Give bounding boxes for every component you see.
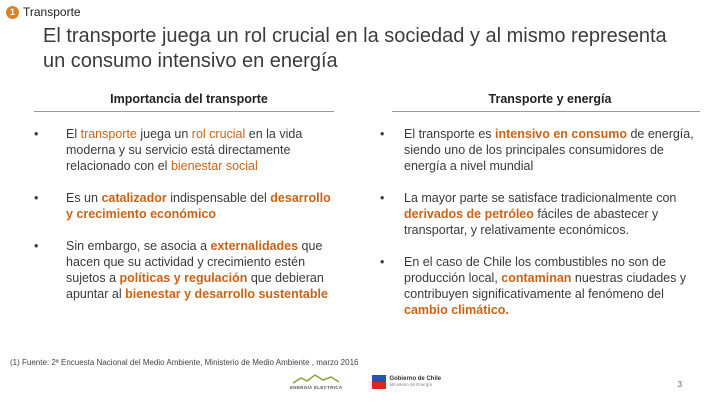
bullet-text	[66, 190, 334, 222]
bullet-item	[380, 126, 700, 174]
left-heading: Importancia del transporte	[110, 92, 268, 106]
right-heading-rule	[392, 111, 700, 112]
text-run: de energía, siendo uno de los principales consumidores de energía a nivel mundial	[404, 127, 694, 173]
highlighted-phrase: políticas y regulación	[119, 271, 248, 285]
energia-electrica-logo	[290, 374, 342, 390]
left-heading-rule	[34, 111, 334, 112]
gobierno-logo-ministry: Ministerio de Energía	[389, 382, 432, 387]
highlighted-phrase: externalidades	[210, 239, 299, 253]
bullet-text	[66, 238, 334, 302]
bullet-item	[34, 190, 334, 222]
right-bullet-list	[380, 126, 700, 318]
bullet-item	[34, 126, 334, 174]
highlighted-phrase: rol crucial	[191, 127, 246, 141]
left-column	[34, 92, 334, 318]
section-tag	[6, 5, 81, 19]
text-run: nuestras ciudades y contribuyen significativamente al fenómeno del	[404, 271, 687, 301]
bullet-text	[404, 254, 700, 318]
energia-logo-icon	[293, 374, 339, 384]
text-run: indispensable del	[166, 191, 271, 205]
text-run: Sin embargo, se asocia a	[66, 239, 211, 253]
text-run: que hacen que su actividad y crecimiento estén sujetos a	[66, 239, 323, 285]
energia-logo-text: ENERGÍA ELÉCTRICA	[290, 385, 343, 390]
highlighted-phrase: contaminan	[501, 271, 572, 285]
highlighted-phrase: bienestar y desarrollo sustentable	[125, 287, 328, 301]
highlighted-phrase: cambio climático.	[404, 303, 509, 317]
bullet-icon: •	[380, 191, 385, 205]
text-run: En el caso de Chile los combustibles no son de producción local,	[404, 255, 666, 285]
text-run: juega un	[136, 127, 192, 141]
page-number: 3	[677, 380, 682, 389]
footer-logos	[290, 374, 441, 390]
text-run: fáciles de abastecer y transportar, y relativamente económicos.	[404, 207, 659, 237]
highlighted-phrase: desarrollo y crecimiento económico	[66, 191, 331, 221]
highlighted-phrase: catalizador	[101, 191, 167, 205]
gobierno-logo	[372, 375, 441, 389]
text-run: La mayor parte se satisface tradicionalmente con	[404, 191, 677, 205]
bullet-text	[66, 126, 334, 174]
highlighted-phrase: transporte	[80, 127, 137, 141]
highlighted-phrase: intensivo en consumo	[495, 127, 627, 141]
bullet-item	[380, 190, 700, 238]
bullet-item	[34, 238, 334, 302]
bullet-icon: •	[34, 191, 39, 205]
text-run: El transporte es	[404, 127, 496, 141]
footnote: (1) Fuente: 2ª Encuesta Nacional del Medio Ambiente, Ministerio de Medio Ambiente , marzo 2016	[10, 358, 359, 367]
bullet-item	[380, 254, 700, 318]
text-run: Es un	[66, 191, 102, 205]
right-column	[380, 92, 700, 334]
bullet-icon: •	[380, 255, 385, 269]
bullet-text	[404, 190, 700, 238]
gobierno-logo-name: Gobierno de Chile	[389, 376, 442, 382]
section-number-badge: 1	[6, 6, 19, 19]
bullet-icon: •	[34, 239, 39, 253]
slide-title: El transporte juega un rol crucial en la sociedad y al mismo representa un consumo intensivo en energía	[43, 25, 667, 72]
text-run: que debieran apuntar al	[66, 271, 324, 301]
text-run: El	[66, 127, 81, 141]
right-heading: Transporte y energía	[488, 92, 612, 106]
text-run: en la vida moderna y su servicio está directamente relacionado con el	[66, 127, 303, 173]
bullet-icon: •	[34, 127, 39, 141]
bullet-text	[404, 126, 700, 174]
highlighted-phrase: bienestar social	[170, 159, 258, 173]
gobierno-logo-icon	[372, 375, 386, 389]
bullet-icon: •	[380, 127, 385, 141]
left-bullet-list	[34, 126, 334, 302]
section-label: Transporte	[23, 5, 81, 19]
highlighted-phrase: derivados de petróleo	[404, 207, 534, 221]
